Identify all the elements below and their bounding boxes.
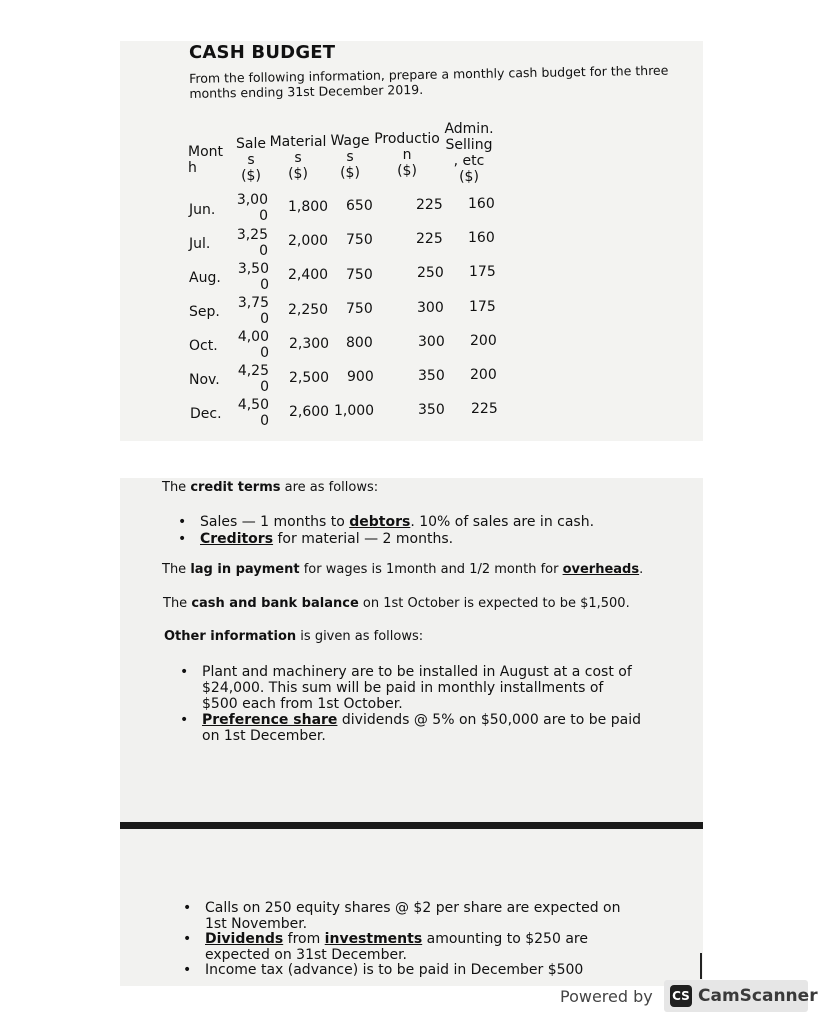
row-material: 1,800 [288,199,329,215]
header-admin: Admin. Selling , etc ($) [444,121,494,185]
row-material: 2,300 [289,336,330,352]
row-admin: 225 [471,401,498,417]
row-admin: 175 [469,264,496,280]
lag-paragraph: The lag in payment for wages is 1month and 1/2 month for overheads. [162,562,644,577]
row-sales: 3,50 0 [237,261,269,293]
row-month: Jul. [189,236,211,252]
row-wages: 750 [346,232,373,248]
row-sales: 3,25 0 [236,227,268,259]
row-production: 250 [417,265,444,281]
header-material: Material s ($) [269,134,327,182]
list-item: • Calls on 250 equity shares @ $2 per share are expected on 1st November. [183,900,621,932]
dividends-link[interactable]: Dividends [205,931,284,947]
creditors-link[interactable]: Creditors [200,531,274,547]
intro-text: From the following information, prepare a monthly cash budget for the three months ending 31st December 2019. [189,62,669,101]
list-item: • Dividends from investments amounting to $250 are expected on 31st December. [183,931,588,963]
list-item: • Plant and machinery are to be installed in August at a cost of $24,000. This sum will be paid in monthly installments of $500 each from 1st October. [180,664,632,712]
row-wages: 650 [346,198,373,214]
row-admin: 160 [468,196,495,212]
header-sales: Sale s ($) [236,136,266,184]
header-production: Productio n ($) [374,131,440,179]
scan-edge-line [700,953,702,979]
camscanner-badge[interactable] [664,980,818,1012]
list-item: • Creditors for material — 2 months. [178,531,454,547]
row-material: 2,400 [288,267,329,283]
powered-by-text: Powered by [560,987,653,1006]
row-material: 2,250 [288,302,329,318]
page-title: CASH BUDGET [189,42,336,63]
row-wages: 800 [346,335,373,351]
row-material: 2,000 [288,233,329,249]
credit-terms-heading: The credit terms are as follows: [162,480,379,495]
row-admin: 175 [469,299,496,315]
debtors-link[interactable]: debtors [349,514,411,530]
row-wages: 750 [346,267,373,283]
row-wages: 900 [347,369,374,385]
list-item: • Income tax (advance) is to be paid in December $500 [183,962,584,978]
overheads-link[interactable]: overheads [562,562,640,577]
list-item: • Sales — 1 months to debtors. 10% of sales are in cash. [178,514,595,530]
row-sales: 3,00 0 [236,192,268,224]
row-production: 300 [417,300,444,316]
header-wages: Wage s ($) [330,133,370,181]
row-month: Jun. [189,202,216,218]
row-admin: 160 [468,230,495,246]
row-wages: 750 [346,301,373,317]
row-wages: 1,000 [334,403,375,419]
row-month: Sep. [189,304,220,320]
preference-share-link[interactable]: Preference share [202,712,338,728]
row-material: 2,500 [289,370,330,386]
other-info-heading: Other information is given as follows: [164,629,424,644]
row-month: Oct. [189,338,218,354]
camscanner-brand: CamScanner [698,986,818,1006]
row-production: 350 [418,402,445,418]
row-sales: 4,25 0 [237,363,269,395]
row-production: 350 [418,368,445,384]
row-month: Nov. [189,372,220,388]
investments-link[interactable]: investments [324,931,423,947]
camscanner-footer [560,980,818,1014]
list-item: • Preference share dividends @ 5% on $50,000 are to be paid on 1st December. [180,712,641,744]
row-production: 225 [416,231,443,247]
row-month: Aug. [189,270,221,286]
row-sales: 4,50 0 [237,397,269,429]
header-month: Mont h [188,144,224,176]
row-material: 2,600 [289,404,330,420]
row-admin: 200 [470,333,497,349]
camscanner-logo-icon: CS [670,985,692,1007]
row-production: 225 [416,197,443,213]
row-admin: 200 [470,367,497,383]
row-sales: 4,00 0 [237,329,269,361]
balance-paragraph: The cash and bank balance on 1st October is expected to be $1,500. [163,596,630,611]
row-sales: 3,75 0 [237,295,269,327]
row-production: 300 [418,334,445,350]
page-divider [120,822,703,829]
row-month: Dec. [190,406,222,422]
